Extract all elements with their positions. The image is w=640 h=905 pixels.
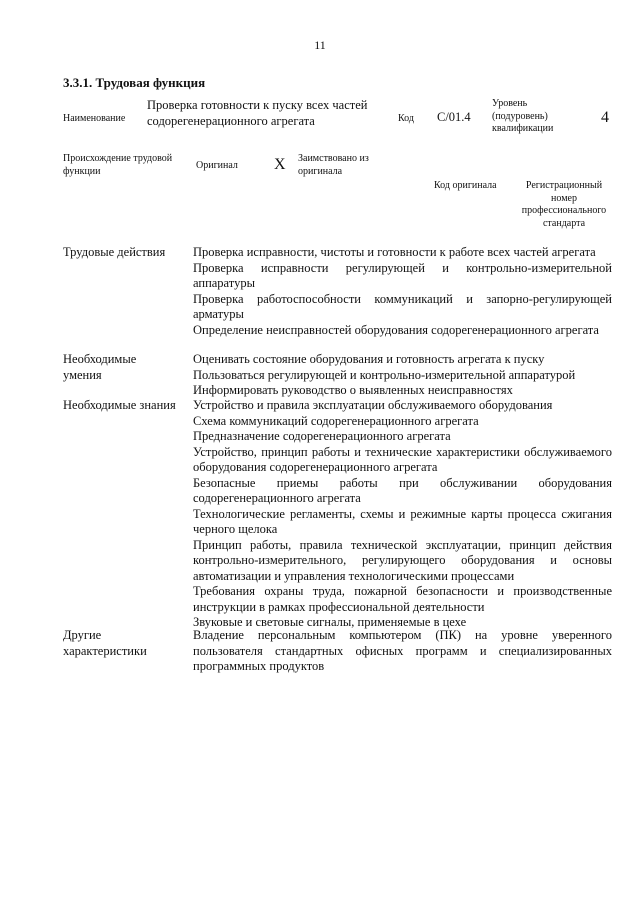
section-title: 3.3.1. Трудовая функция — [63, 75, 206, 90]
row-label-knowledge: Необходимые знания — [63, 398, 176, 412]
list-item: Проверка работоспособности коммуникаций и запорно-регулирующей арматуры — [193, 291, 612, 321]
level-value: 4 — [601, 109, 609, 126]
row-content-skills — [193, 352, 612, 399]
origin-label: Происхождение трудовой функции — [63, 153, 173, 177]
list-item: Принцип работы, правила технической эксплуатации, принцип действия контрольно-измерительного, регулирующего оборудования и основы автоматизации и управления технологическими процессами — [193, 537, 612, 583]
row-content-other — [193, 628, 612, 675]
name-value: Проверка готовности к пуску всех частей содорегенерационного агрегата — [147, 98, 368, 128]
row-label-other: Другие характеристики — [63, 628, 147, 658]
code-value: C/01.4 — [437, 110, 471, 124]
list-item: Определение неисправностей оборудования содорегенерационного агрегата — [193, 322, 599, 337]
code-label: Код — [398, 113, 414, 124]
reg-number-label: Регистрационный номер профессионального стандарта — [521, 180, 607, 229]
row-content-labor-actions — [193, 245, 612, 338]
list-item: Безопасные приемы работы при обслуживании оборудования содорегенерационного агрегата — [193, 475, 612, 505]
list-item: Оценивать состояние оборудования и готовность агрегата к пуску — [193, 352, 545, 366]
list-item: Предназначение содорегенерационного агрегата — [193, 429, 451, 443]
borrowed-label: Заимствовано из оригинала — [298, 153, 369, 177]
list-item: Технологические регламенты, схемы и режимные карты процесса сжигания черного щелока — [193, 506, 612, 536]
row-content-knowledge — [193, 398, 612, 631]
name-label: Наименование — [63, 113, 126, 124]
list-item: Владение персональным компьютером (ПК) на уровне уверенного пользователя стандартных офисных программ и специализированных программных продуктов — [193, 628, 612, 673]
row-label-skills: Необходимые умения — [63, 352, 137, 382]
level-label: Уровень (подуровень) квалификации — [492, 98, 554, 134]
list-item: Проверка исправности, чистоты и готовности к работе всех частей агрегата — [193, 245, 596, 259]
list-item: Проверка исправности регулирующей и контрольно-измерительной аппаратуры — [193, 260, 612, 290]
original-mark: X — [274, 156, 286, 173]
page-number: 11 — [314, 38, 326, 52]
list-item: Звуковые и световые сигналы, применяемые в цехе — [193, 615, 467, 629]
row-label-labor-actions: Трудовые действия — [63, 245, 166, 259]
list-item: Устройство, принцип работы и технические характеристики обслуживаемого оборудования содорегенерационного агрегата — [193, 444, 612, 474]
list-item: Схема коммуникаций содорегенерационного агрегата — [193, 413, 479, 428]
list-item: Требования охраны труда, пожарной безопасности и производственные инструкции в рамках профессиональной деятельности — [193, 584, 612, 614]
original-label: Оригинал — [196, 160, 238, 171]
list-item: Информировать руководство о выявленных неисправностях — [193, 383, 513, 397]
original-code-label: Код оригинала — [434, 180, 497, 191]
list-item: Устройство и правила эксплуатации обслуживаемого оборудования — [193, 398, 553, 412]
list-item: Пользоваться регулирующей и контрольно-измерительной аппаратурой — [193, 367, 576, 382]
